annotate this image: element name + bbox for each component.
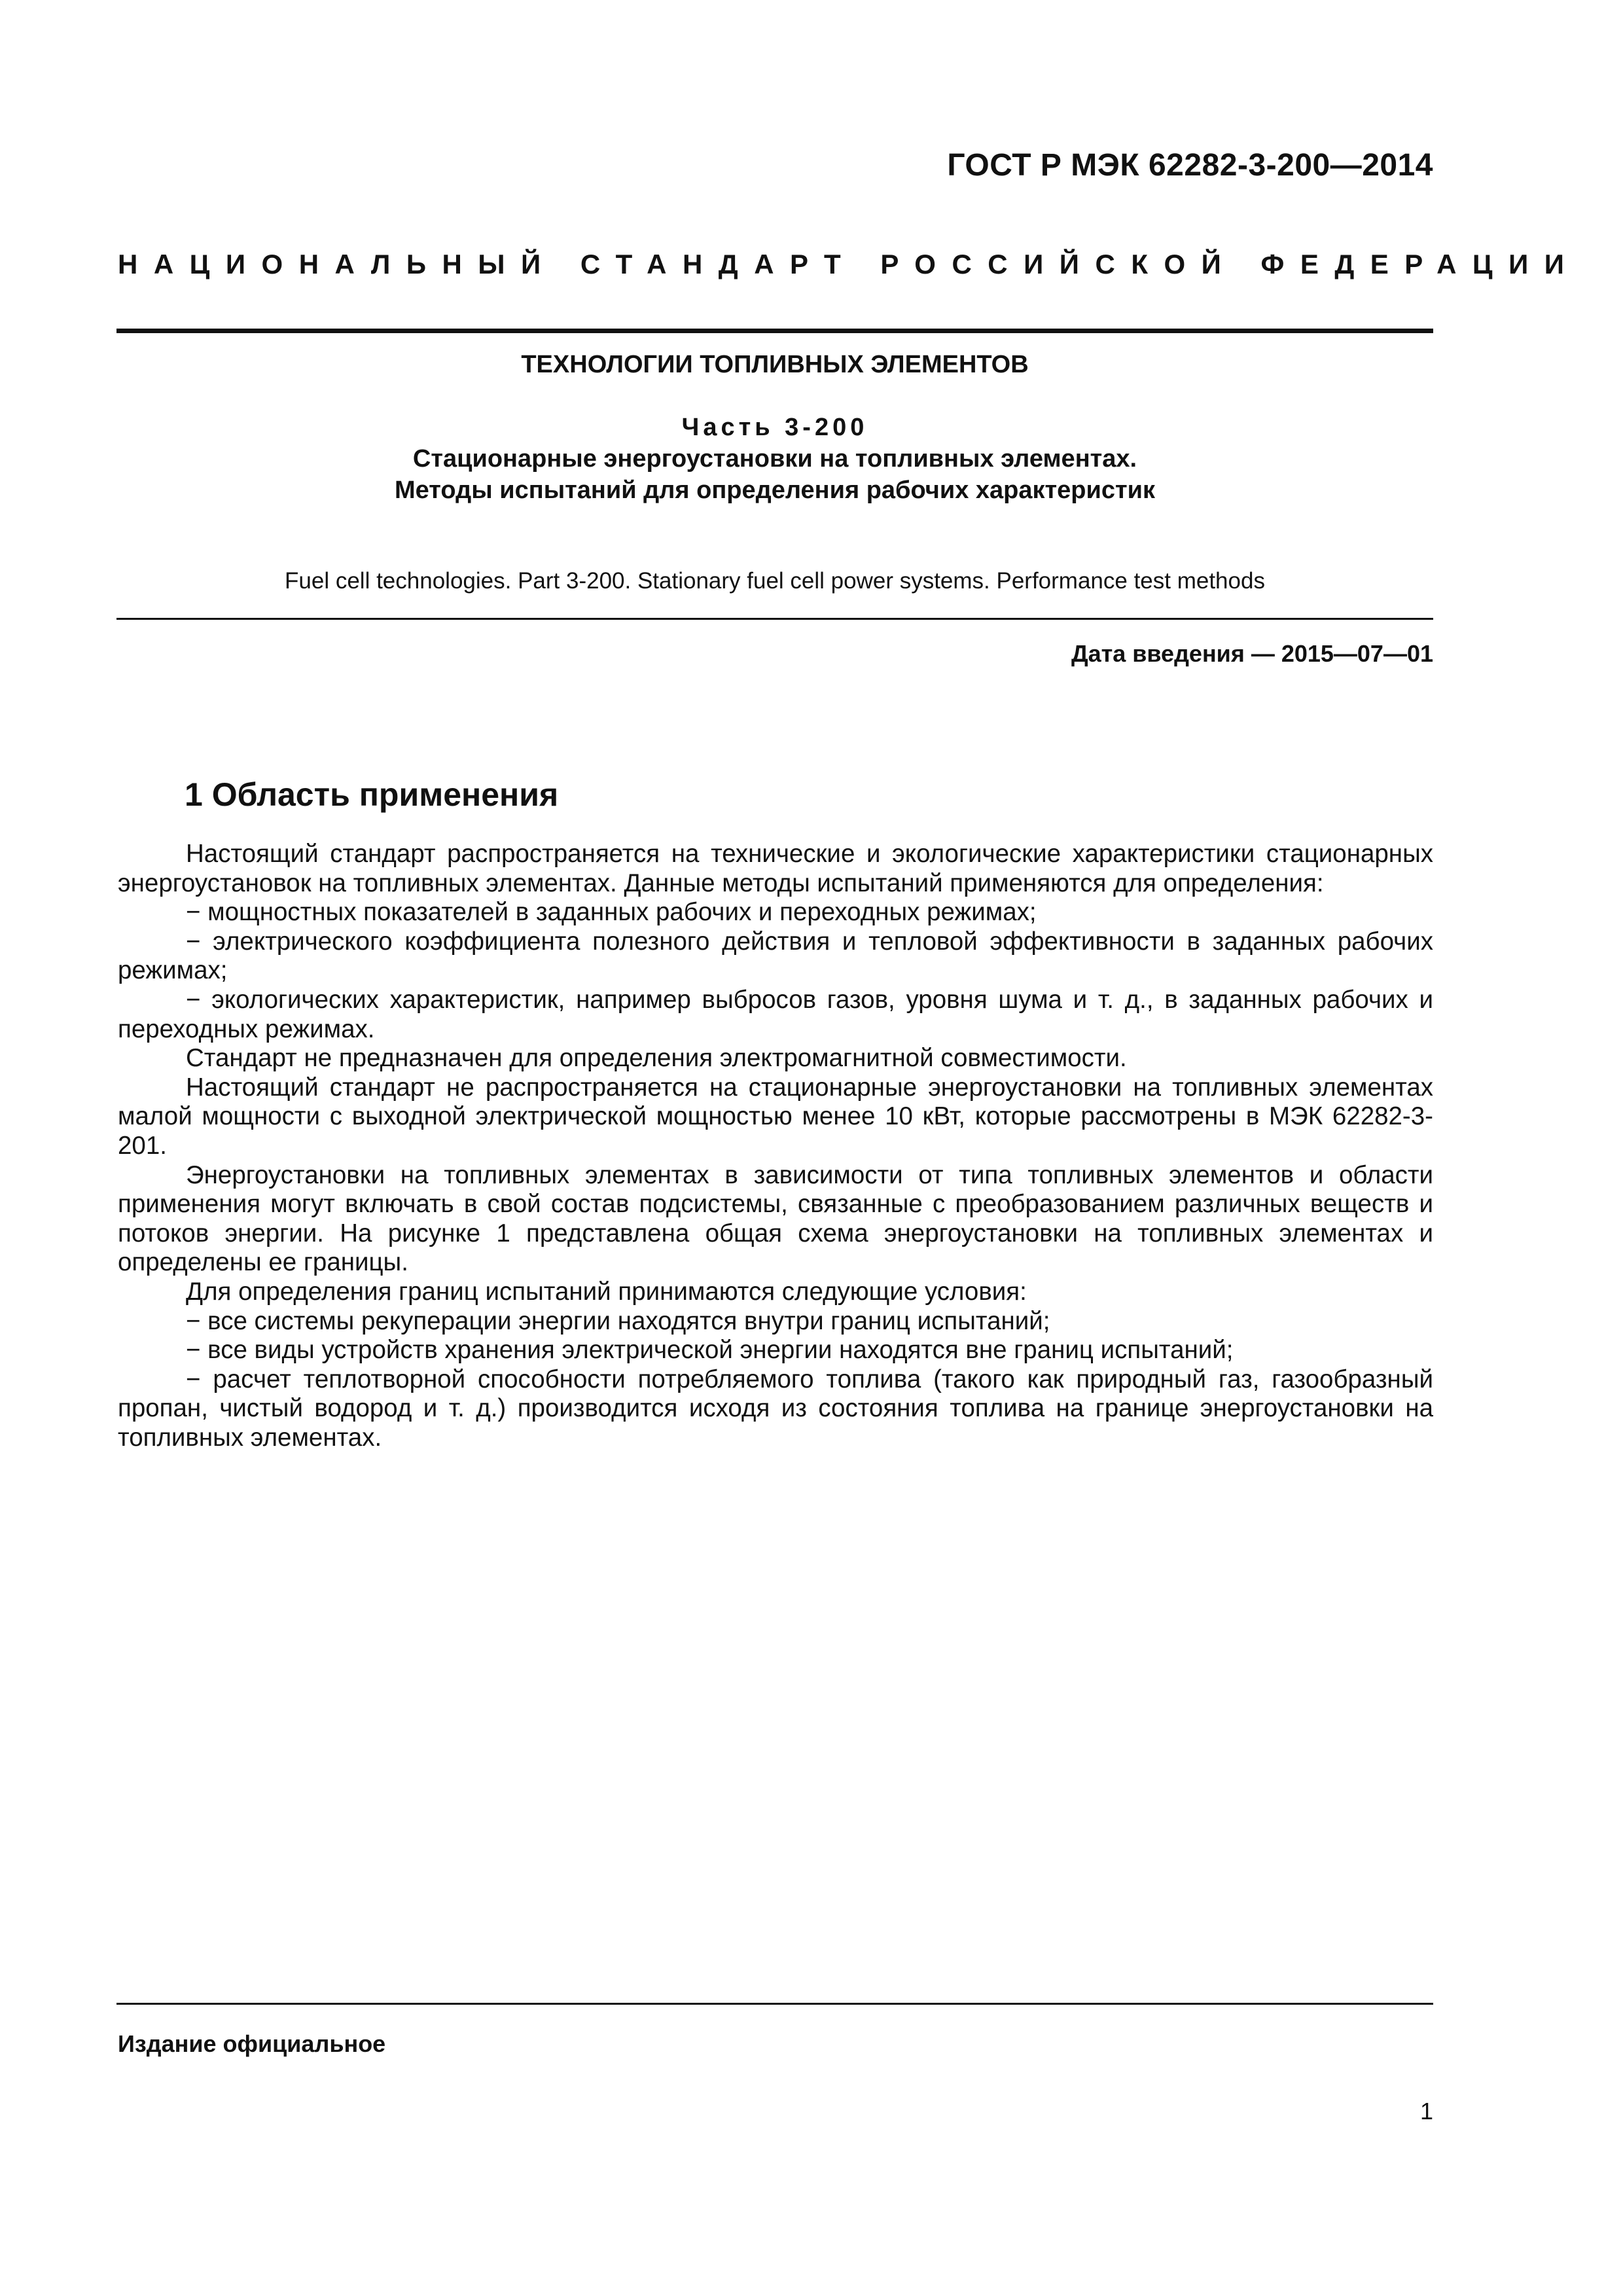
section-body <box>118 840 1433 1452</box>
top-divider <box>116 329 1433 333</box>
introduction-date: Дата введения — 2015—07—01 <box>1071 640 1433 667</box>
footer-divider <box>116 2003 1433 2005</box>
national-standard-banner: НАЦИОНАЛЬНЫЙ СТАНДАРТ РОССИЙСКОЙ ФЕДЕРАЦИИ <box>118 249 1580 279</box>
subtitle-line-1: Стационарные энергоустановки на топливных элементах. <box>412 445 1137 473</box>
part-number: Часть 3-200 <box>681 414 868 441</box>
list-item: − все системы рекуперации энергии находятся внутри границ испытаний; <box>186 1306 1050 1335</box>
page-number: 1 <box>1419 2098 1433 2125</box>
subtitle-line-2: Методы испытаний для определения рабочих характеристик <box>395 476 1155 504</box>
section-heading: 1 Область применения <box>185 776 559 813</box>
list-item: − электрического коэффициента полезного действия и тепловой эффективности в заданных рабочих режимах; <box>118 927 1433 985</box>
list-item: − расчет теплотворной способности потребляемого топлива (такого как природный газ, газообразный пропан, чистый водород и т. д.) производится исходя из состояния топлива на границе энергоустановки на топливных элементах. <box>118 1365 1433 1452</box>
list-item: − мощностных показателей в заданных рабочих и переходных режимах; <box>186 898 1037 927</box>
official-edition-label: Издание официальное <box>118 2030 386 2057</box>
english-title: Fuel cell technologies. Part 3-200. Stationary fuel cell power systems. Performance test methods <box>285 568 1265 594</box>
standard-title: ТЕХНОЛОГИИ ТОПЛИВНЫХ ЭЛЕМЕНТОВ <box>521 351 1029 378</box>
paragraph: Настоящий стандарт не распространяется на стационарные энергоустановки на топливных элементах малой мощности с выходной электрической мощностью менее 10 кВт, которые рассмотрены в МЭК 62282-3-201. <box>118 1073 1433 1160</box>
title-divider <box>116 618 1433 620</box>
paragraph: Энергоустановки на топливных элементах в зависимости от типа топливных элементов и области применения могут включать в свой состав подсистемы, связанные с преобразованием различных веществ и потоков энергии. На рисунке 1 представлена общая схема энергоустановки на топливных элементах и определены ее границы. <box>118 1160 1433 1277</box>
paragraph: Стандарт не предназначен для определения электромагнитной совместимости. <box>186 1044 1127 1073</box>
document-code: ГОСТ Р МЭК 62282-3-200—2014 <box>947 148 1433 183</box>
list-item: − все виды устройств хранения электрической энергии находятся вне границ испытаний; <box>186 1336 1234 1365</box>
paragraph: Для определения границ испытаний принимаются следующие условия: <box>186 1277 1027 1306</box>
list-item: − экологических характеристик, например выбросов газов, уровня шума и т. д., в заданных рабочих и переходных режимах. <box>118 985 1433 1043</box>
paragraph: Настоящий стандарт распространяется на технические и экологические характеристики стационарных энергоустановок на топливных элементах. Данные методы испытаний применяются для определения: <box>118 840 1433 897</box>
